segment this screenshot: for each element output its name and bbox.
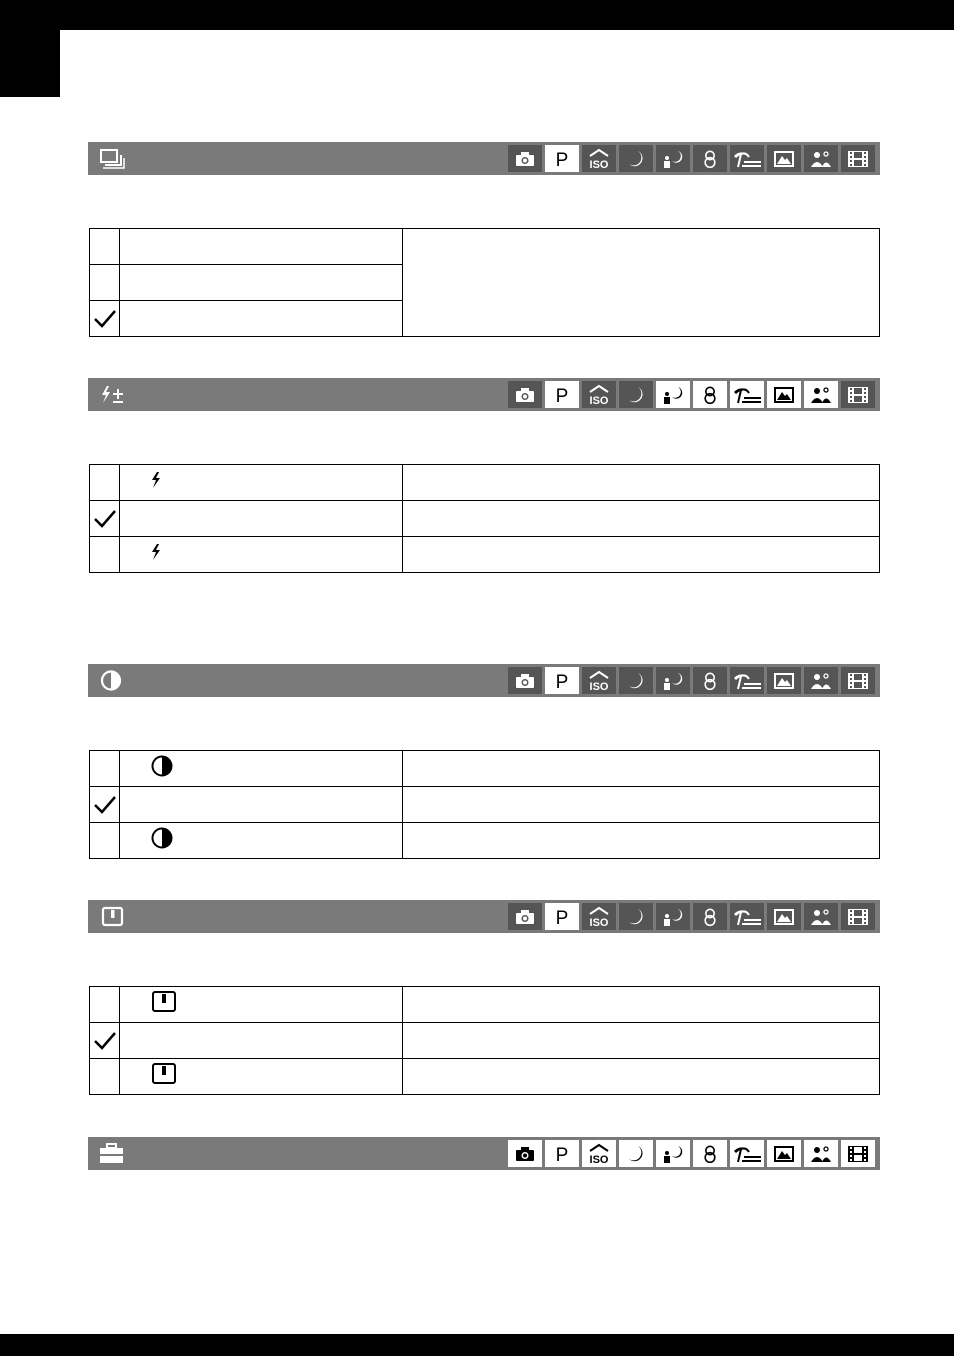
svg-text:ISO: ISO [589,158,609,170]
table-row [90,1023,880,1059]
checkmark-icon [90,308,119,330]
mode-p-label: P [555,671,569,691]
check-cell [90,823,120,859]
contrast-icon [98,669,126,692]
setup-header-bar [88,1137,880,1170]
check-cell [90,1023,120,1059]
description-cell [403,823,880,859]
high-sensitivity-iso-icon [582,145,616,172]
high-sensitivity-iso-icon [582,381,616,408]
beach-icon [730,381,764,408]
movie-film-icon [841,667,875,694]
twilight-portrait-icon [656,1140,690,1167]
twilight-moon-icon [619,667,653,694]
mode-strip [508,1140,878,1167]
option-cell [120,1023,403,1059]
camera-auto-icon [508,903,542,930]
twilight-moon-icon [619,145,653,172]
description-cell [403,987,880,1023]
sharpness-icon [98,905,126,928]
page-corner-tab [0,30,60,97]
burst-options-table [89,228,880,337]
mode-p-label: P [555,1144,569,1164]
camera-auto-icon [508,667,542,694]
flash-level-header-bar [88,378,880,411]
movie-film-icon [841,145,875,172]
checkmark-icon [90,1030,119,1052]
flash-level-options-table [89,464,880,573]
twilight-moon-icon [619,903,653,930]
snow-portrait-icon [804,145,838,172]
option-cell [120,301,403,337]
option-cell [120,265,403,301]
high-sensitivity-iso-icon [582,903,616,930]
check-cell [90,751,120,787]
option-cell [120,1059,403,1095]
landscape-icon [767,1140,801,1167]
mode-p-label: P [555,385,569,405]
camera-auto-icon [508,145,542,172]
table-row [90,987,880,1023]
svg-text:ISO: ISO [589,680,609,692]
twilight-portrait-icon [656,903,690,930]
option-cell [120,751,403,787]
sharpness-header-bar [88,900,880,933]
program-p-icon [545,381,579,408]
checkmark-icon [90,794,119,816]
description-cell [403,787,880,823]
high-sensitivity-iso-icon [582,1140,616,1167]
option-cell [120,987,403,1023]
check-cell [90,265,120,301]
soft-snap-icon [693,145,727,172]
mode-p-label: P [555,149,569,169]
flash-level-icon [98,383,126,406]
contrast-options-table [89,750,880,859]
description-cell [403,1023,880,1059]
snow-portrait-icon [804,667,838,694]
table-row [90,537,880,573]
table-row [90,501,880,537]
mode-strip [508,903,878,930]
table-row [90,823,880,859]
option-cell [120,823,403,859]
table-row [90,229,880,265]
soft-snap-icon [693,1140,727,1167]
landscape-icon [767,381,801,408]
option-cell [120,465,403,501]
twilight-moon-icon [619,381,653,408]
movie-film-icon [841,903,875,930]
checkmark-icon [90,508,119,530]
option-cell [120,501,403,537]
beach-icon [730,1140,764,1167]
option-cell [120,537,403,573]
mode-strip [508,145,878,172]
beach-icon [730,667,764,694]
program-p-icon [545,1140,579,1167]
mode-strip [508,381,878,408]
movie-film-icon [841,1140,875,1167]
check-cell [90,787,120,823]
check-cell [90,301,120,337]
top-black-bar [0,0,954,30]
snow-portrait-icon [804,1140,838,1167]
sharpness-options-table [89,986,880,1095]
flash-icon [150,543,162,566]
twilight-portrait-icon [656,667,690,694]
flash-icon [150,471,162,494]
description-cell [403,465,880,501]
description-cell [403,751,880,787]
snow-portrait-icon [804,381,838,408]
sharpness-icon [150,1062,178,1091]
description-cell [403,1059,880,1095]
description-cell [403,537,880,573]
check-cell [90,987,120,1023]
table-row [90,465,880,501]
high-sensitivity-iso-icon [582,667,616,694]
twilight-portrait-icon [656,381,690,408]
table-row [90,751,880,787]
mode-strip [508,667,878,694]
program-p-icon [545,145,579,172]
option-cell [120,229,403,265]
snow-portrait-icon [804,903,838,930]
check-cell [90,229,120,265]
setup-toolbox-icon [98,1142,126,1165]
burst-frames-icon [98,147,126,170]
table-row [90,1059,880,1095]
svg-text:ISO: ISO [589,394,609,406]
camera-auto-icon [508,381,542,408]
soft-snap-icon [693,903,727,930]
svg-text:ISO: ISO [589,916,609,928]
soft-snap-icon [693,667,727,694]
twilight-portrait-icon [656,145,690,172]
contrast-icon [150,754,174,783]
camera-auto-icon [508,1140,542,1167]
program-p-icon [545,667,579,694]
check-cell [90,537,120,573]
contrast-icon [150,826,174,855]
description-cell [403,229,880,337]
landscape-icon [767,903,801,930]
burst-header-bar [88,142,880,175]
check-cell [90,1059,120,1095]
soft-snap-icon [693,381,727,408]
beach-icon [730,903,764,930]
movie-film-icon [841,381,875,408]
check-cell [90,465,120,501]
check-cell [90,501,120,537]
landscape-icon [767,667,801,694]
option-cell [120,787,403,823]
table-row [90,787,880,823]
twilight-moon-icon [619,1140,653,1167]
sharpness-icon [150,990,178,1019]
beach-icon [730,145,764,172]
landscape-icon [767,145,801,172]
bottom-black-bar [0,1334,954,1356]
contrast-header-bar [88,664,880,697]
svg-text:ISO: ISO [589,1153,609,1165]
mode-p-label: P [555,907,569,927]
program-p-icon [545,903,579,930]
description-cell [403,501,880,537]
